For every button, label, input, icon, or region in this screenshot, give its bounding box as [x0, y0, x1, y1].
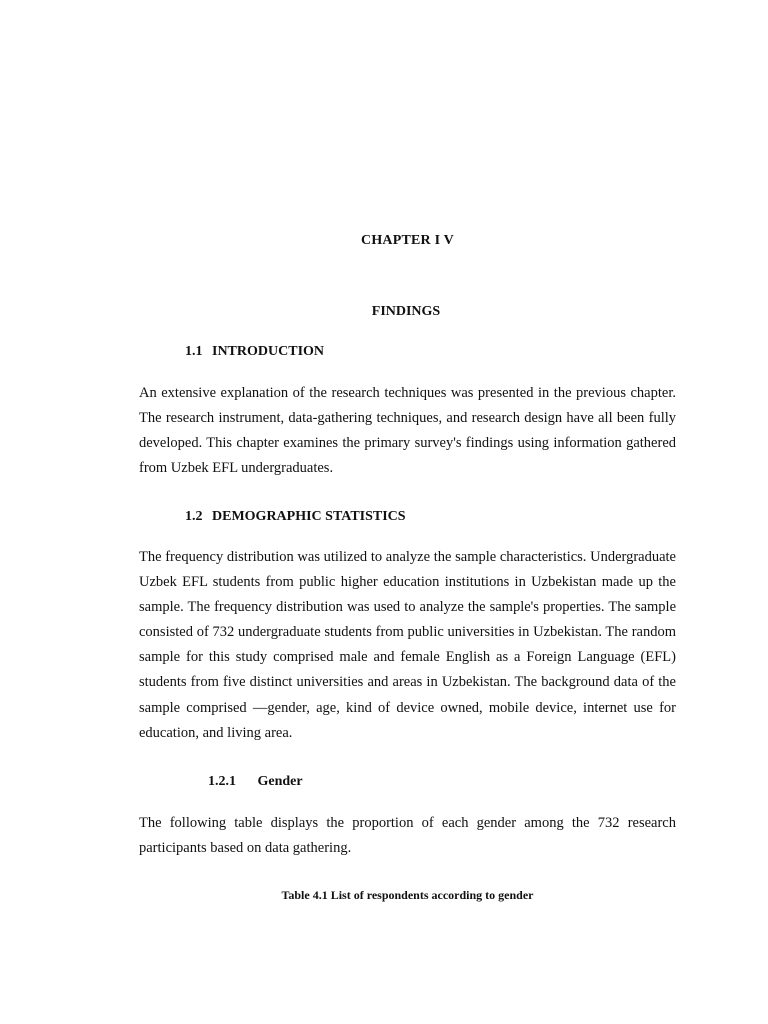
- introduction-paragraph: An extensive explanation of the research techniques was presented in the previous chapter. The research instrument, data-gathering techniques, and research design have all been fully developed. This chapter examines the primary survey's findings using information gathered from Uzbek EFL undergraduates.: [139, 385, 676, 477]
- demographic-statistics-paragraph: The frequency distribution was utilized to analyze the sample characteristics. Undergraduate Uzbek EFL students from public higher education institutions in Uzbekistan made up the sample. The frequency distribution was used to analyze the sample's properties. The sample consisted of 732 undergraduate students from public universities in Uzbekistan. The random sample for this study comprised male and female English as a Foreign Language (EFL) students from five distinct universities and areas in Uzbekistan. The background data of the sample comprised —gender, age, kind of device owned, mobile device, internet use for education, and living area.: [139, 549, 676, 741]
- findings-heading: FINDINGS: [371, 304, 441, 319]
- section-title: DEMOGRAPHIC STATISTICS: [212, 509, 406, 524]
- section-number: 1.1: [185, 344, 203, 359]
- gender-paragraph: The following table displays the proportion of each gender among the 732 research participants based on data gathering.: [139, 815, 676, 857]
- section-heading-introduction: [185, 344, 324, 360]
- subsection-number: 1.2.1: [208, 774, 236, 789]
- section-heading-demographic-statistics: [185, 509, 406, 525]
- section-number: 1.2: [185, 509, 203, 524]
- subsection-heading-gender: [208, 774, 303, 790]
- chapter-heading: CHAPTER I V: [361, 233, 454, 248]
- subsection-title: Gender: [257, 774, 303, 789]
- section-title: INTRODUCTION: [212, 344, 325, 359]
- table-caption: Table 4.1 List of respondents according to gender: [281, 888, 534, 902]
